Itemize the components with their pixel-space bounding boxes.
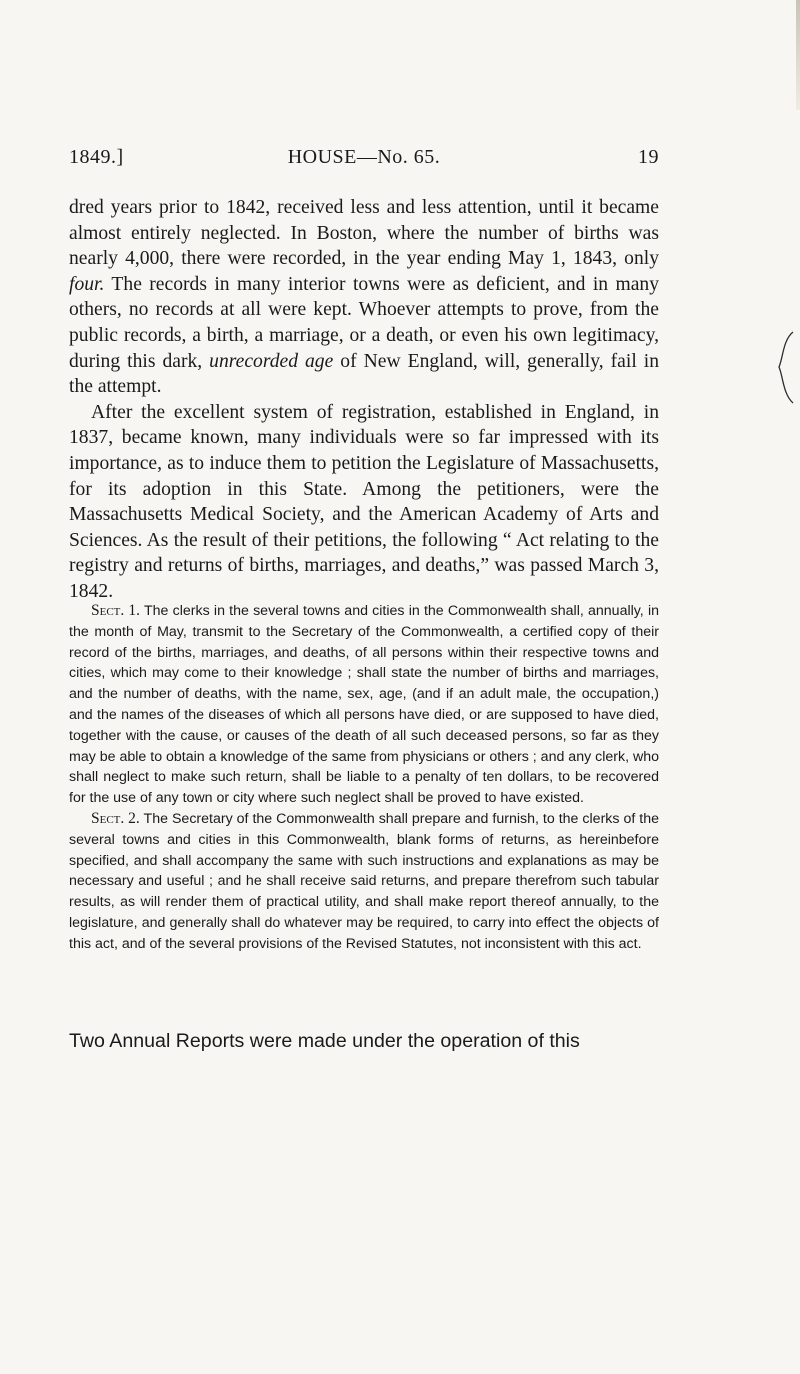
margin-bracket-mark xyxy=(775,330,800,405)
italic-unrecorded-age: unrecorded age xyxy=(209,350,334,372)
section-1-label: Sect. 1. xyxy=(91,602,141,619)
paragraph-1-part-c: of New England, will, generally, fail in the attempt. xyxy=(69,350,659,398)
section-1-text: The clerks in the several towns and cities in the Commonwealth shall, annually, in the month of May, transmit to the Secretary of the Commonwealth, a certified copy of their record of the births, marriages, and deaths, of all persons within their respective towns and cities, which may come to their knowledge ; shall state the number of births and marriages, and the number of deaths, with the name, sex, age, (and if an adult male, the occupation,) and the names of the diseases of which all persons have died, or are supposed to have died, together with the cause, or causes of the death of all such deceased persons, so far as they may be able to obtain a knowledge of the same from physicians or others ; and any clerk, who shall neglect to make such return, shall be liable to a penalty of ten dollars, to be recovered for the use of any town or city where such neglect shall be proved to have existed. xyxy=(69,603,659,807)
header-title: HOUSE—No. 65. xyxy=(287,146,441,168)
section-2-text: The Secretary of the Commonwealth shall prepare and furnish, to the clerks of the several towns and cities in this Commonwealth, blank forms of returns, as hereinbefore specified, and shall accompany the same with such instructions and explanations as may be necessary and useful ; and he shall receive said returns, and prepare therefrom such tabular results, as will render them of practical utility, and shall make report thereof annually, to the legislature, and generally shall do whatever may be required, to carry into effect the objects of this act, and of the several provisions of the Revised Statutes, not inconsistent with this act. xyxy=(69,810,659,952)
running-header xyxy=(69,146,659,172)
header-year: 1849.] xyxy=(69,146,124,168)
page-number: 19 xyxy=(638,146,659,168)
statute-text xyxy=(69,601,659,955)
final-line: Two Annual Reports were made under the operation of this xyxy=(69,1030,580,1052)
paragraph-1 xyxy=(69,195,659,400)
section-2-label: Sect. 2. xyxy=(91,809,140,827)
section-1 xyxy=(69,601,659,809)
body-text xyxy=(69,195,659,605)
page-edge-shadow xyxy=(796,0,800,110)
paragraph-1-part-b: The records in many interior towns were as deficient, and in many others, no records at all were kept. Whoever attempts to prove, from the public records, a birth, a marriage, or a death, or even his own legitimacy, during this dark, xyxy=(69,273,659,372)
italic-four: four. xyxy=(69,273,105,295)
paragraph-1-part-a: dred years prior to 1842, received less and less attention, until it became almost entirely neglected. In Boston, where the number of births was nearly 4,000, there were recorded, in the year ending May 1, 1843, only xyxy=(69,197,659,270)
paragraph-2: After the excellent system of registration, established in England, in 1837, became known, many individuals were so far impressed with its importance, as to induce them to petition the Legislature of Massachusetts, for its adoption in this State. Among the petitioners, were the Massachusetts Medical Society, and the American Academy of Arts and Sciences. As the result of their petitions, the following “ Act relating to the registry and returns of births, marriages, and deaths,” was passed March 3, 1842. xyxy=(69,401,659,602)
section-2 xyxy=(69,809,659,955)
